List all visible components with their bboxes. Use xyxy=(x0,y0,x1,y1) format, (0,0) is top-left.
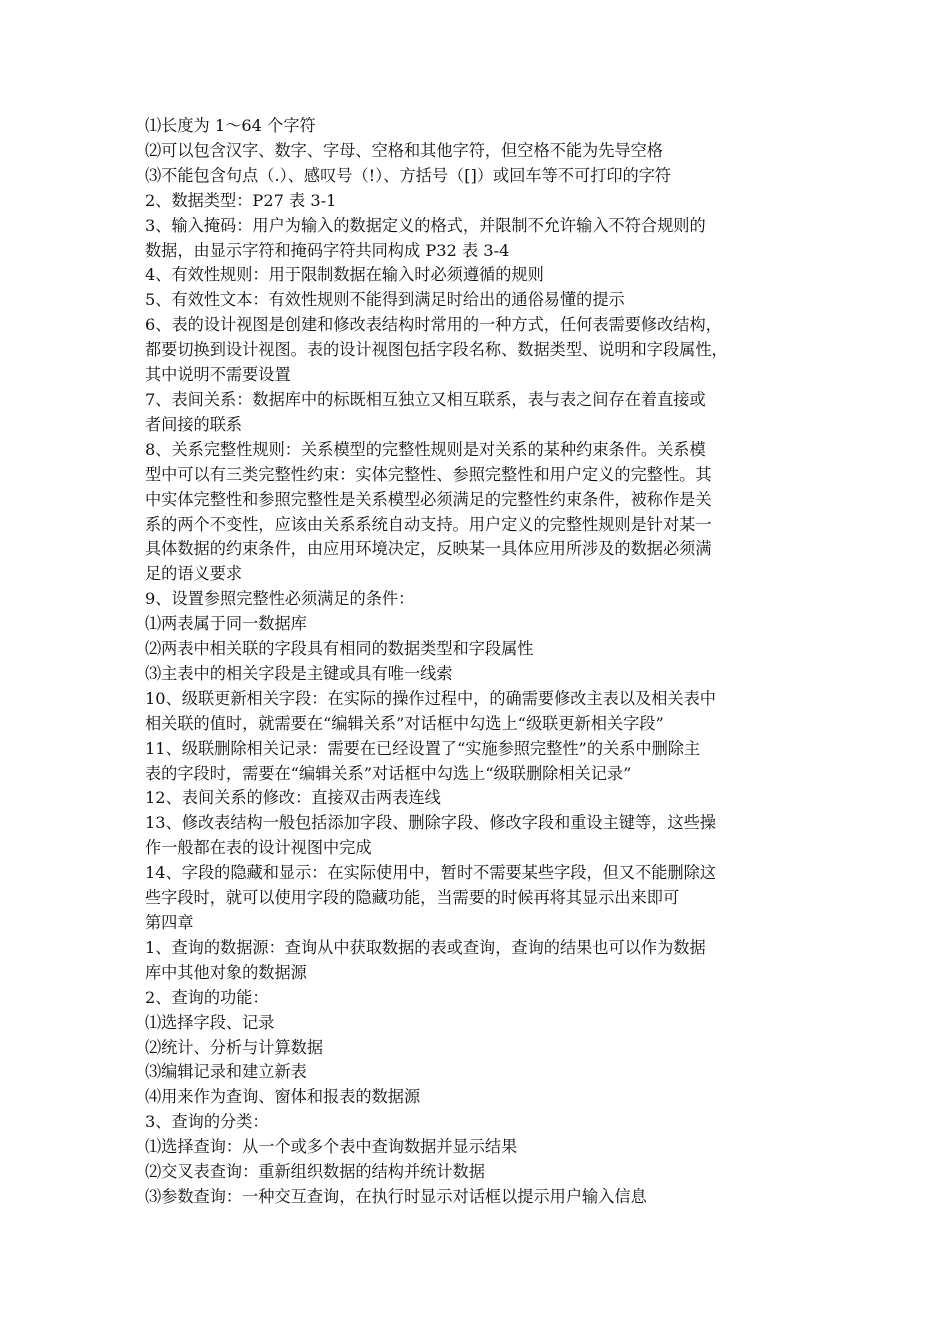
text-line: 3、查询的分类： xyxy=(145,1112,269,1132)
text-line: ⑴两表属于同一数据库 xyxy=(145,614,307,634)
text-line: ⑶主表中的相关字段是主键或具有唯一线索 xyxy=(145,663,453,683)
text-line: 12、表间关系的修改：直接双击两表连线 xyxy=(145,788,441,808)
text-line: 2、数据类型：P27 表 3-1 xyxy=(145,190,337,210)
text-line: 者间接的联系 xyxy=(145,414,243,434)
text-line: 中实体完整性和参照完整性是关系模型必须满足的完整性约束条件，被称作是关 xyxy=(145,489,712,509)
text-line: 3、输入掩码：用户为输入的数据定义的格式，并限制不允许输入不符合规则的 xyxy=(145,215,706,235)
text-line: 都要切换到设计视图。表的设计视图包括字段名称、数据类型、说明和字段属性， xyxy=(145,340,728,360)
text-line: ⑶参数查询：一种交互查询，在执行时显示对话框以提示用户输入信息 xyxy=(145,1186,647,1206)
text-line: ⑵可以包含汉字、数字、字母、空格和其他字符，但空格不能为先导空格 xyxy=(145,140,663,160)
text-line: ⑵交叉表查询：重新组织数据的结构并统计数据 xyxy=(145,1162,485,1182)
text-line: ⑶编辑记录和建立新表 xyxy=(145,1062,307,1082)
text-line: 2、查询的功能： xyxy=(145,987,269,1007)
text-line: 数据，由显示字符和掩码字符共同构成 P32 表 3-4 xyxy=(145,240,510,260)
document-body xyxy=(145,114,813,1210)
text-line: 型中可以有三类完整性约束：实体完整性、参照完整性和用户定义的完整性。其 xyxy=(145,464,712,484)
text-line: 8、关系完整性规则：关系模型的完整性规则是对关系的某种约束条件。关系模 xyxy=(145,439,706,459)
text-line: 作一般都在表的设计视图中完成 xyxy=(145,838,372,858)
text-line: 1、查询的数据源：查询从中获取数据的表或查询，查询的结果也可以作为数据 xyxy=(145,937,706,957)
text-line: 11、级联删除相关记录：需要在已经设置了“实施参照完整性”的关系中删除主 xyxy=(145,738,701,758)
text-line: 表的字段时，需要在“编辑关系”对话框中勾选上“级联删除相关记录” xyxy=(145,763,632,783)
text-line: ⑵统计、分析与计算数据 xyxy=(145,1037,324,1057)
text-line: 13、修改表结构一般包括添加字段、删除字段、修改字段和重设主键等，这些操 xyxy=(145,813,716,833)
text-line: ⑵两表中相关联的字段具有相同的数据类型和字段属性 xyxy=(145,639,534,659)
text-line: 4、有效性规则：用于限制数据在输入时必须遵循的规则 xyxy=(145,265,544,285)
text-line: ⑷用来作为查询、窗体和报表的数据源 xyxy=(145,1087,421,1107)
text-line: 相关联的值时，就需要在“编辑关系”对话框中勾选上“级联更新相关字段” xyxy=(145,713,664,733)
text-line: 5、有效性文本：有效性规则不能得到满足时给出的通俗易懂的提示 xyxy=(145,290,625,310)
text-line: 6、表的设计视图是创建和修改表结构时常用的一种方式，任何表需要修改结构， xyxy=(145,315,722,335)
text-line: 系的两个不变性，应该由关系系统自动支持。用户定义的完整性规则是针对某一 xyxy=(145,514,712,534)
text-line: ⑴选择查询：从一个或多个表中查询数据并显示结果 xyxy=(145,1137,518,1157)
text-line: ⑴选择字段、记录 xyxy=(145,1012,275,1032)
text-line: 些字段时，就可以使用字段的隐藏功能，当需要的时候再将其显示出来即可 xyxy=(145,888,680,908)
text-line: 其中说明不需要设置 xyxy=(145,365,291,385)
chapter-heading: 第四章 xyxy=(145,913,194,932)
text-line: 10、级联更新相关字段：在实际的操作过程中，的确需要修改主表以及相关表中 xyxy=(145,688,716,708)
text-line: 14、字段的隐藏和显示：在实际使用中，暂时不需要某些字段，但又不能删除这 xyxy=(145,863,716,883)
text-line: 库中其他对象的数据源 xyxy=(145,962,307,982)
text-line: 足的语义要求 xyxy=(145,564,243,584)
text-line: ⑴长度为 1～64 个字符 xyxy=(145,116,316,135)
text-line: 具体数据的约束条件，由应用环境决定，反映某一具体应用所涉及的数据必须满 xyxy=(145,539,712,559)
text-line: 7、表间关系：数据库中的标既相互独立又相互联系，表与表之间存在着直接或 xyxy=(145,389,706,409)
text-line: ⑶不能包含句点（.）、感叹号（!）、方括号（[]）或回车等不可打印的字符 xyxy=(145,165,672,185)
text-line: 9、设置参照完整性必须满足的条件： xyxy=(145,589,415,609)
